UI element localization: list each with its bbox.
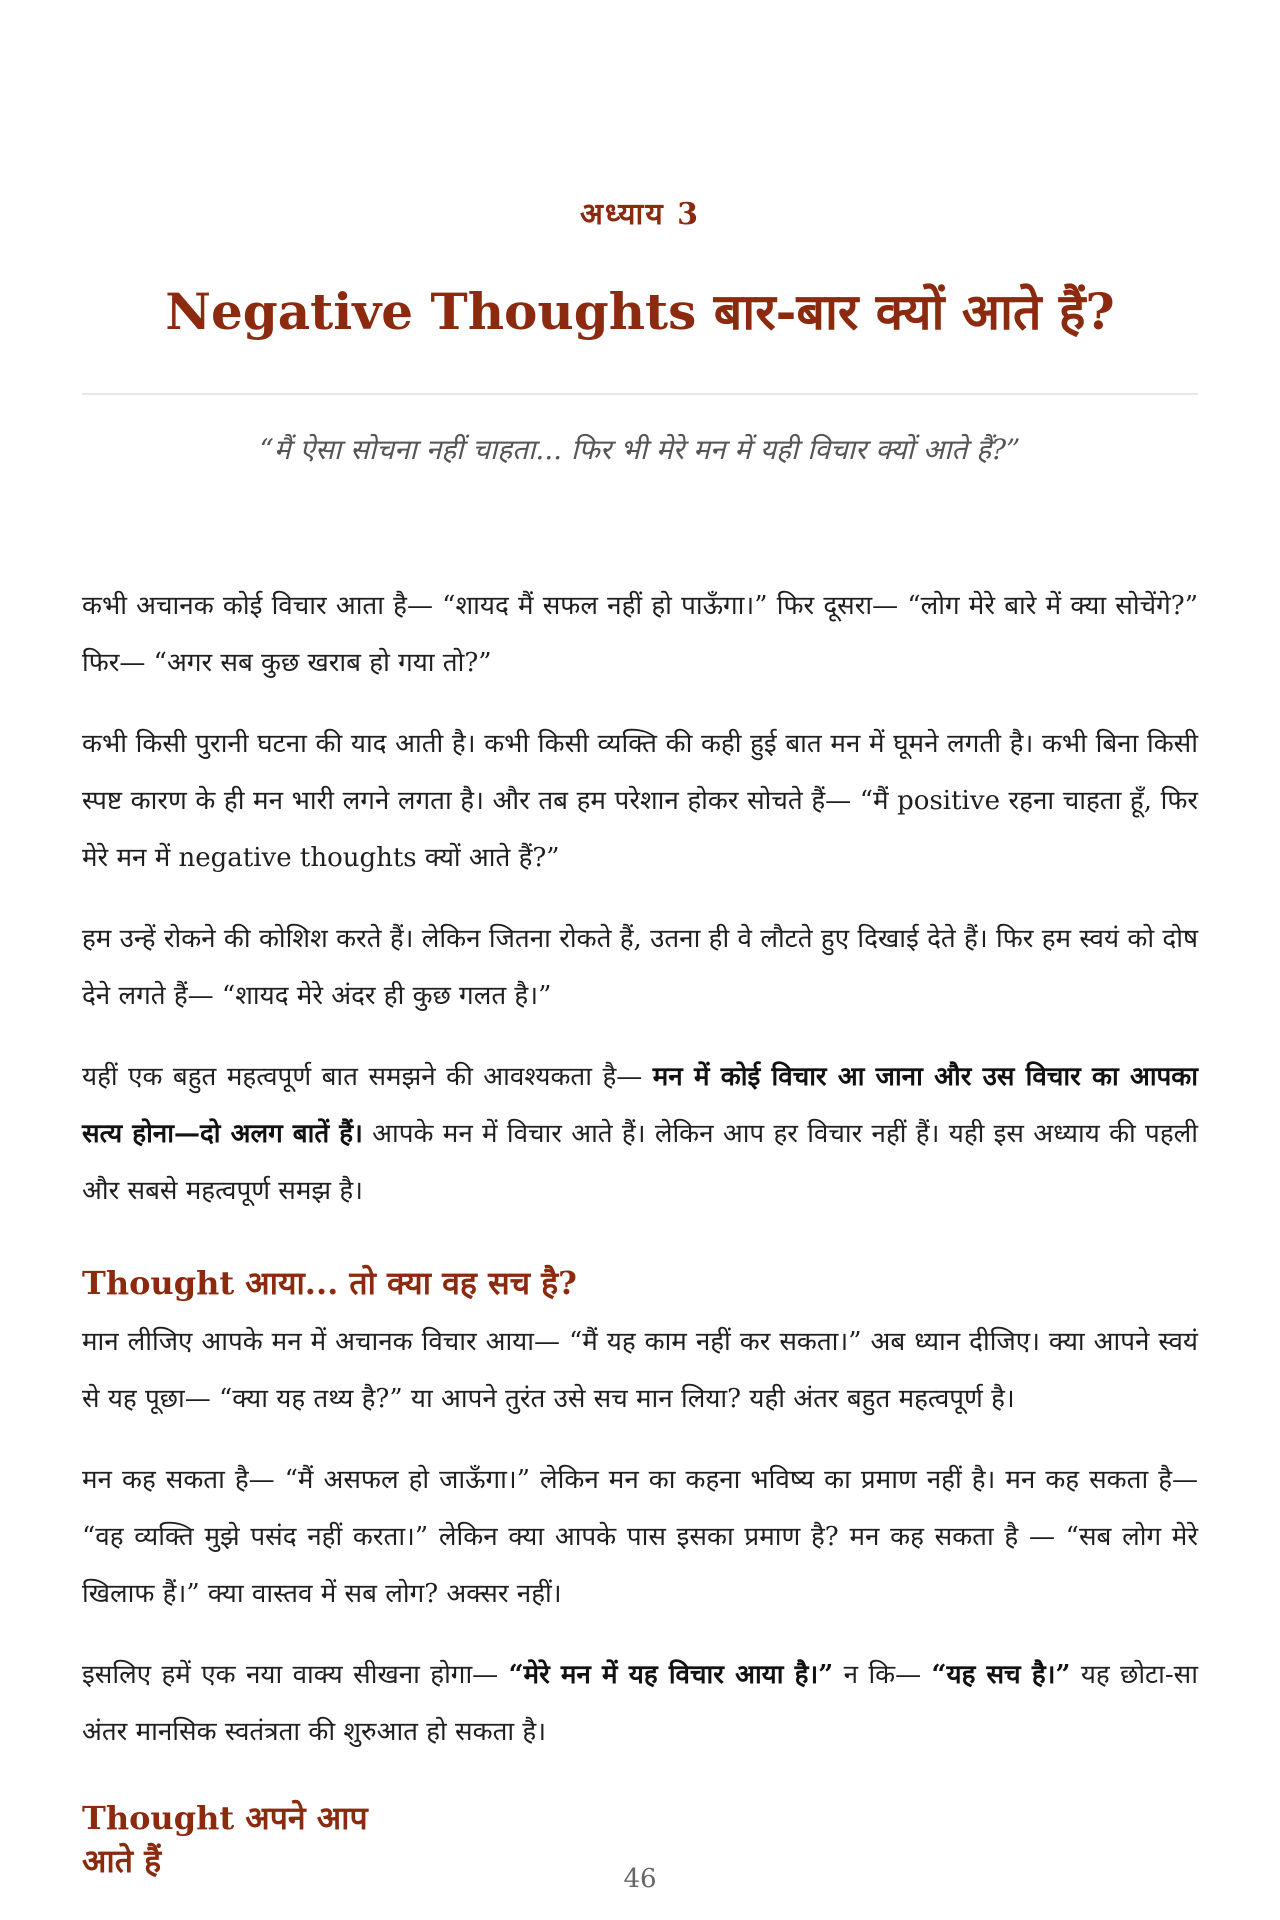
emphasis-text: “मेरे मन में यह विचार आया है।” — [508, 1660, 834, 1690]
text-run: यहीं एक बहुत महत्वपूर्ण बात समझने की आवश्यकता है— — [82, 1062, 653, 1092]
paragraph: मन कह सकता है— “मैं असफल हो जाऊँगा।” लेकिन मन का कहना भविष्य का प्रमाण नहीं है। मन कह सकता है— “वह व्यक्ति मुझे पसंद नहीं करता।” लेकिन क्या आपके पास इसका प्रमाण है? मन कह सकता है — “सब लोग मेरे खिलाफ हैं।” क्या वास्तव में सब लोग? अक्सर नहीं। — [82, 1465, 1198, 1609]
chapter-body — [82, 578, 1198, 1761]
emphasis-text: “यह सच है।” — [931, 1660, 1071, 1690]
section-heading: Thought आया... तो क्या वह सच है? — [82, 1264, 577, 1302]
divider — [82, 393, 1198, 395]
paragraph: कभी अचानक कोई विचार आता है— “शायद मैं सफल नहीं हो पाऊँगा।” फिर दूसरा— “लोग मेरे बारे में क्या सोचेंगे?” फिर— “अगर सब कुछ खराब हो गया तो?” — [82, 591, 1198, 678]
paragraph — [82, 1049, 1198, 1220]
chapter-title: Negative Thoughts बार-बार क्यों आते हैं? — [165, 282, 1115, 341]
chapter-label: अध्याय 3 — [579, 197, 701, 232]
emphasis-text: मन में कोई विचार आ जाना और उस विचार का आपका सत्य होना—दो अलग बातें हैं। — [82, 1062, 1198, 1149]
paragraph: मान लीजिए आपके मन में अचानक विचार आया— “मैं यह काम नहीं कर सकता।” अब ध्यान दीजिए। क्या आपने स्वयं से यह पूछा— “क्या यह तथ्य है?” या आपने तुरंत उसे सच मान लिया? यही अंतर बहुत महत्वपूर्ण है। — [82, 1327, 1198, 1414]
next-heading-text: Thought अपने आप आते हैं — [82, 1799, 368, 1880]
text-run: इसलिए हमें एक नया वाक्य सीखना होगा— — [82, 1660, 509, 1690]
page-number: 46 — [623, 1864, 657, 1894]
next-heading-cut-off — [82, 1799, 382, 1880]
text-run: आपके मन में विचार आते हैं। लेकिन आप हर विचार नहीं हैं। यही इस अध्याय की पहली और सबसे महत्वपूर्ण समझ है। — [82, 1119, 1198, 1206]
paragraph: हम उन्हें रोकने की कोशिश करते हैं। लेकिन जितना रोकते हैं, उतना ही वे लौटते हुए दिखाई देते हैं। फिर हम स्वयं को दोष देने लगते हैं— “शायद मेरे अंदर ही कुछ गलत है।” — [82, 924, 1198, 1011]
text-run: यह छोटा-सा अंतर मानसिक स्वतंत्रता की शुरुआत हो सकता है। — [82, 1660, 1198, 1747]
paragraph — [82, 1647, 1198, 1761]
text-run: न कि— — [833, 1660, 932, 1690]
paragraph: कभी किसी पुरानी घटना की याद आती है। कभी किसी व्यक्ति की कही हुई बात मन में घूमने लगती है। कभी बिना किसी स्पष्ट कारण के ही मन भारी लगने लगता है। और तब हम परेशान होकर सोचते हैं— “मैं positive रहना चाहता हूँ, फिर मेरे मन में negative thoughts क्यों आते हैं?” — [82, 729, 1198, 873]
epigraph-quote: “मैं ऐसा सोचना नहीं चाहता... फिर भी मेरे मन में यही विचार क्यों आते हैं?” — [259, 433, 1021, 466]
